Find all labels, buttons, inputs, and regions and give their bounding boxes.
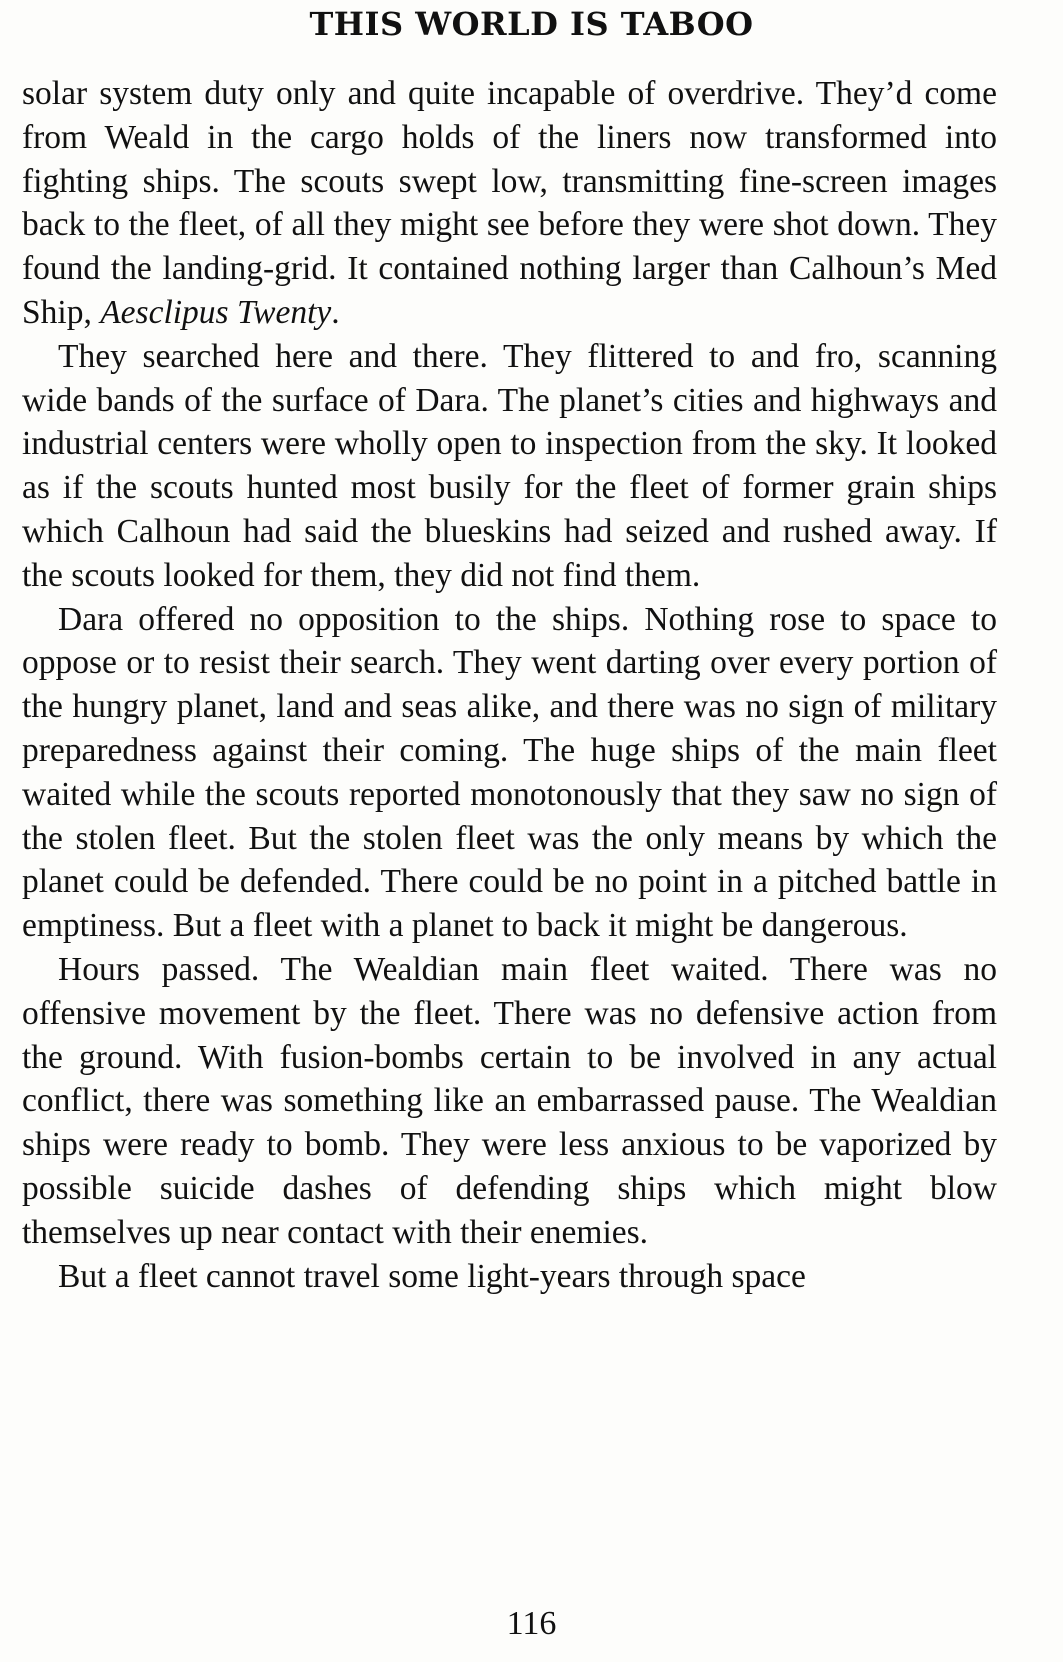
paragraph-2: They searched here and there. They flittered to and fro, scanning wide bands of the surface of Dara. The planet’s cities and highways and industrial centers were wholly open to inspection from the sky. It looked as if the scouts hunted most busily for the fleet of former grain ships which Calhoun had said the blueskins had seized and rushed away. If the scouts looked for them, they did not find them. (22, 337, 997, 594)
paragraph-5: But a fleet cannot travel some light-years through space (58, 1257, 806, 1295)
paragraph-1-text: solar system duty only and quite incapable of overdrive. They’d come from Weald in the cargo holds of the liners now transformed into fighting ships. The scouts swept low, transmitting fine-screen images back to the fleet, of all they might see before they were shot down. They found the landing-grid. It contained nothing larger than Calhoun’s Med Ship, (22, 75, 997, 331)
paragraph-3: Dara offered no opposition to the ships. Nothing rose to space to oppose or to resist their search. They went darting over every portion of the hungry planet, land and seas alike, and there was no sign of military preparedness against their coming. The huge ships of the main fleet waited while the scouts reported monotonously that they saw no sign of the stolen fleet. But the stolen fleet was the only means by which the planet could be defended. There could be no point in a pitched battle in emptiness. But a fleet with a planet to back it might be dangerous. (22, 600, 997, 945)
running-title: THIS WORLD IS TABOO (309, 5, 754, 43)
page-number: 116 (506, 1605, 557, 1642)
paragraph-1-end: . (331, 293, 340, 331)
body-text (22, 72, 997, 1298)
paragraph-1 (22, 72, 997, 335)
paragraph-4: Hours passed. The Wealdian main fleet waited. There was no offensive movement by the fleet. There was no defensive action from the ground. With fusion-bombs certain to be involved in any actual conflict, there was something like an embarrassed pause. The Wealdian ships were ready to bomb. They were less anxious to be vaporized by possible suicide dashes of defending ships which might blow themselves up near contact with their enemies. (22, 950, 997, 1251)
ship-name: Aesclipus Twenty (100, 293, 332, 331)
